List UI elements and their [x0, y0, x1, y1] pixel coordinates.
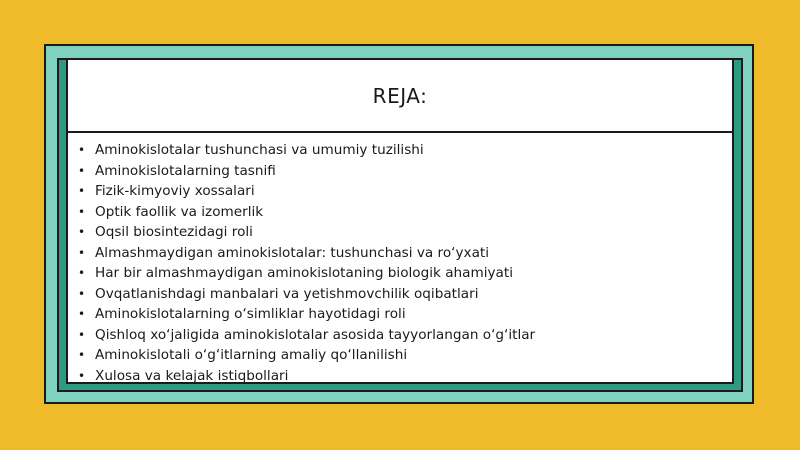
bullet-icon: • — [78, 204, 86, 219]
list-item-text: Almashmaydigan aminokislotalar: tushunchasi va ro‘yxati — [95, 244, 490, 261]
list-item-text: Oqsil biosintezidagi roli — [95, 224, 253, 241]
list-item — [78, 366, 732, 385]
list-item-text: Aminokislotalarning o‘simliklar hayotidagi roli — [95, 306, 406, 323]
list-item-text: Xulosa va kelajak istiqbollari — [95, 367, 289, 384]
bullet-icon: • — [78, 348, 86, 363]
slide-card — [66, 58, 734, 384]
list-item-text: Aminokislotali o‘g‘itlarning amaliy qo‘llanilishi — [95, 347, 408, 364]
bullet-icon: • — [78, 225, 86, 240]
bullet-icon: • — [78, 266, 86, 281]
list-item — [78, 345, 732, 366]
bullet-icon: • — [78, 368, 86, 383]
list-item — [78, 325, 732, 346]
plan-list — [68, 133, 732, 384]
list-item-text: Fizik-kimyoviy xossalari — [95, 183, 255, 200]
bullet-icon: • — [78, 245, 86, 260]
list-item — [78, 222, 732, 243]
list-item — [78, 284, 732, 305]
list-item-text: Aminokislotalarning tasnifi — [95, 162, 276, 179]
list-item — [78, 304, 732, 325]
list-item — [78, 202, 732, 223]
list-item-text: Ovqatlanishdagi manbalari va yetishmovchilik oqibatlari — [95, 285, 479, 302]
bullet-icon: • — [78, 307, 86, 322]
list-item — [78, 161, 732, 182]
bullet-icon: • — [78, 143, 86, 158]
list-item — [78, 263, 732, 284]
list-item — [78, 140, 732, 161]
list-item — [78, 243, 732, 264]
slide-title: REJA: — [372, 83, 428, 108]
title-bar — [68, 60, 732, 133]
list-item — [78, 181, 732, 202]
list-item-text: Optik faollik va izomerlik — [95, 203, 264, 220]
bullet-icon: • — [78, 163, 86, 178]
list-item-text: Har bir almashmaydigan aminokislotaning biologik ahamiyati — [95, 265, 513, 282]
bullet-icon: • — [78, 184, 86, 199]
bullet-icon: • — [78, 327, 86, 342]
list-item-text: Aminokislotalar tushunchasi va umumiy tuzilishi — [95, 142, 424, 159]
list-item-text: Qishloq xo‘jaligida aminokislotalar asosida tayyorlangan o‘g‘itlar — [95, 326, 536, 343]
bullet-icon: • — [78, 286, 86, 301]
